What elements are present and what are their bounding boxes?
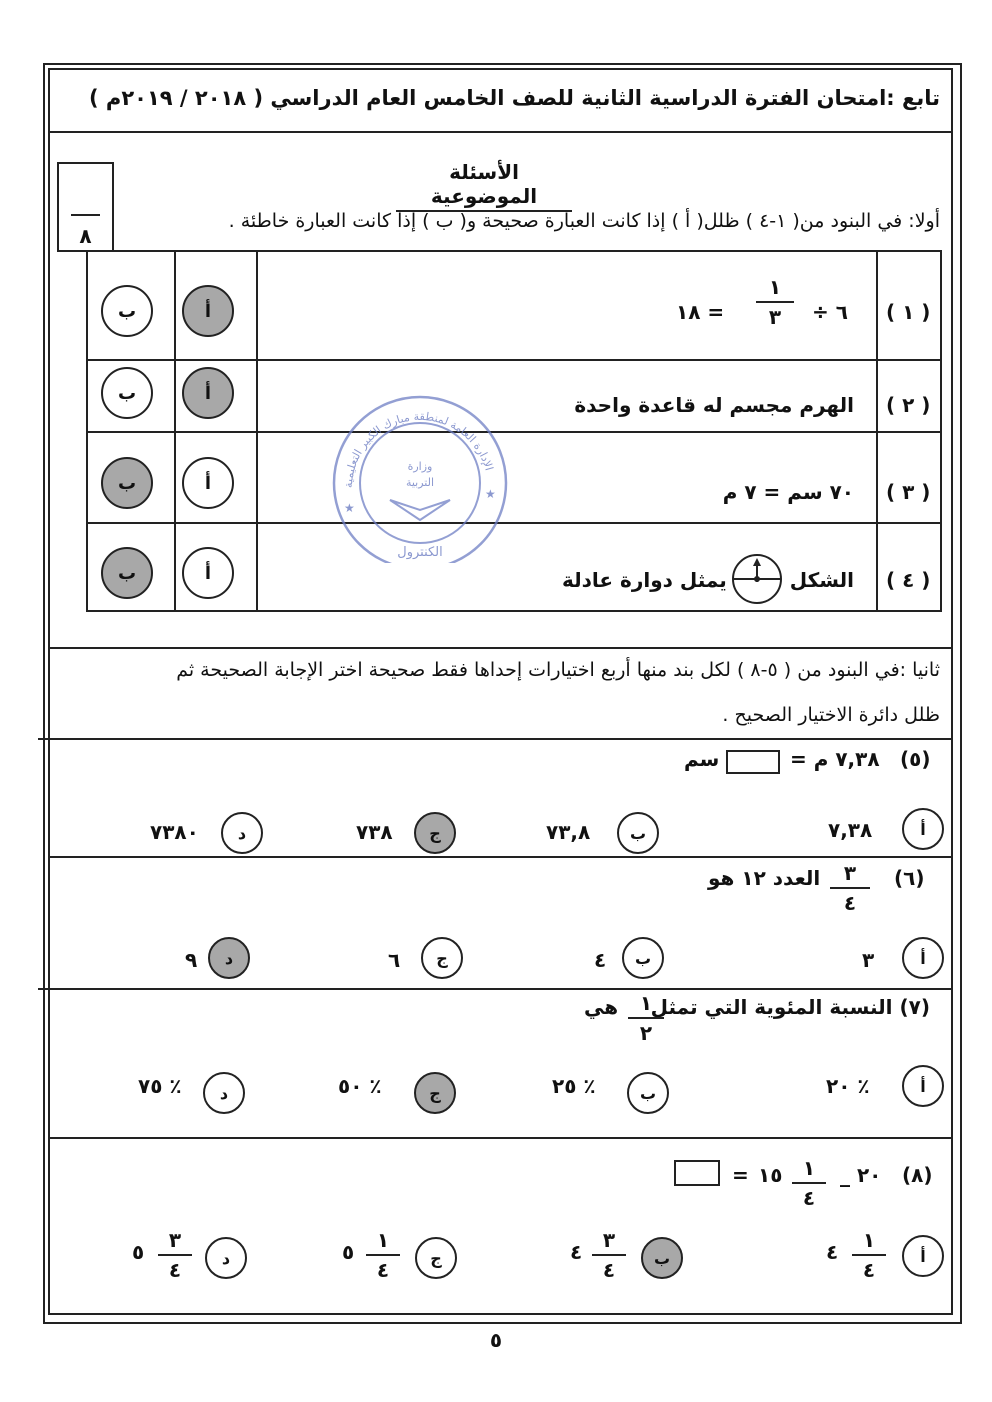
item-4-text-shape: الشكل bbox=[789, 568, 854, 592]
q7-number: (٧) bbox=[899, 995, 930, 1019]
item-3-number: ( ٣ ) bbox=[886, 480, 931, 504]
page-number: ٥ bbox=[489, 1328, 503, 1352]
fraction-denominator: ٣ bbox=[768, 305, 782, 329]
score-line bbox=[71, 214, 100, 216]
fraction-numerator: ١ bbox=[862, 1228, 876, 1252]
fraction-bar bbox=[756, 301, 794, 303]
q6-option-b-value: ٤ bbox=[594, 948, 607, 972]
part1-instruction: أولا: في البنود من( ١-٤ ) ظلل( أ ) إذا كانت العبارة صحيحة و( ب ) إذا كانت العبارة خاطئة . bbox=[228, 210, 940, 232]
q8-option-a-fraction bbox=[852, 1229, 886, 1281]
q7-option-b-value: ٪ ٢٥ bbox=[552, 1074, 596, 1098]
score-max: ٨ bbox=[79, 224, 92, 248]
q8-option-b-whole: ٤ bbox=[570, 1240, 583, 1264]
q8-fraction bbox=[792, 1157, 826, 1209]
q8-option-a[interactable]: أ bbox=[902, 1235, 944, 1277]
q8-option-d-fraction bbox=[158, 1229, 192, 1281]
fraction-denominator: ٤ bbox=[802, 1186, 816, 1210]
q8-answer-box[interactable] bbox=[674, 1160, 720, 1186]
q5-text: ٧,٣٨ م = bbox=[790, 747, 880, 771]
fraction-numerator: ١ bbox=[802, 1156, 816, 1180]
item-1-number: ( ١ ) bbox=[886, 300, 931, 324]
part2-instruction-line2: ظلل دائرة الاختيار الصحيح . bbox=[722, 704, 940, 726]
item-1-lhs: ٦ ÷ bbox=[812, 300, 848, 324]
divider bbox=[48, 647, 953, 649]
fraction-numerator: ١ bbox=[639, 991, 653, 1015]
fraction-bar bbox=[852, 1254, 886, 1256]
item-2-number: ( ٢ ) bbox=[886, 393, 931, 417]
fraction-denominator: ٤ bbox=[843, 891, 857, 915]
fraction-denominator: ٤ bbox=[168, 1258, 182, 1282]
q5-number: (٥) bbox=[900, 747, 931, 771]
item-4-number: ( ٤ ) bbox=[886, 568, 931, 592]
q5-option-b-value: ٧٣,٨ bbox=[546, 820, 591, 844]
part2-instruction-line1: ثانيا :في البنود من ( ٥-٨ ) لكل بند منها أربع اختيارات إحداها فقط صحيحة اختر الإجابة الصحيحة ثم bbox=[176, 659, 940, 681]
q7-option-a[interactable]: أ bbox=[902, 1065, 944, 1107]
q7-text-end: هي bbox=[584, 995, 619, 1019]
item-4-option-a[interactable]: أ bbox=[182, 547, 234, 599]
fraction-bar bbox=[592, 1254, 626, 1256]
fraction-bar bbox=[366, 1254, 400, 1256]
fraction-bar bbox=[792, 1182, 826, 1184]
row-divider bbox=[88, 522, 940, 524]
stamp-center-top: وزارة bbox=[407, 460, 433, 473]
q8-number: (٨) bbox=[902, 1163, 933, 1187]
stamp-star-icon: ★ bbox=[344, 501, 355, 515]
fraction-numerator: ٣ bbox=[602, 1228, 616, 1252]
q6-fraction bbox=[830, 862, 870, 914]
stamp-bottom-text: الكنترول bbox=[397, 545, 443, 560]
item-1-option-b[interactable]: ب bbox=[101, 285, 153, 337]
q8-option-d[interactable]: د bbox=[205, 1237, 247, 1279]
q6-option-a[interactable]: أ bbox=[902, 937, 944, 979]
q6-option-c-value: ٦ bbox=[388, 948, 401, 972]
q8-whole: ١٥ bbox=[758, 1163, 783, 1187]
q5-option-c-value: ٧٣٨ bbox=[356, 820, 393, 844]
q6-option-d-value: ٩ bbox=[185, 948, 198, 972]
q7-option-c[interactable]: ج bbox=[414, 1072, 456, 1114]
divider bbox=[48, 738, 953, 740]
item-3-statement: ٧٠ سم = ٧ م bbox=[722, 480, 854, 504]
item-2-statement: الهرم مجسم له قاعدة واحدة bbox=[574, 393, 854, 417]
q7-option-a-value: ٪ ٢٠ bbox=[826, 1074, 870, 1098]
q7-fraction bbox=[628, 992, 664, 1044]
q6-option-d[interactable]: د bbox=[208, 937, 250, 979]
fraction-numerator: ٣ bbox=[168, 1228, 182, 1252]
fraction-numerator: ١ bbox=[376, 1228, 390, 1252]
q8-text: ٢٠ _ bbox=[840, 1163, 882, 1187]
fair-spinner-icon bbox=[730, 552, 784, 606]
item-3-option-b[interactable]: ب bbox=[101, 457, 153, 509]
exam-title: تابع :امتحان الفترة الدراسية الثانية للصف الخامس العام الدراسي ( ٢٠١٨ / ٢٠١٩م ) bbox=[89, 86, 940, 110]
fraction-numerator: ١ bbox=[768, 275, 782, 299]
fraction-denominator: ٤ bbox=[862, 1258, 876, 1282]
q8-equals: = bbox=[732, 1163, 749, 1187]
q7-statement: النسبة المئوية التي تمثل bbox=[650, 995, 893, 1019]
q5-answer-box[interactable] bbox=[726, 750, 780, 774]
q7-option-b[interactable]: ب bbox=[627, 1072, 669, 1114]
fraction-denominator: ٢ bbox=[639, 1021, 653, 1045]
divider bbox=[48, 988, 953, 990]
q5-option-b[interactable]: ب bbox=[617, 812, 659, 854]
divider bbox=[48, 856, 953, 858]
fraction-denominator: ٤ bbox=[376, 1258, 390, 1282]
q5-option-a[interactable]: أ bbox=[902, 808, 944, 850]
q8-option-c-fraction bbox=[366, 1229, 400, 1281]
stamp-ring-text: الإدارة العامة لمنطقة مبارك الكبير التعليمية bbox=[341, 409, 496, 489]
stamp-center-bottom: التربية bbox=[405, 476, 435, 489]
q6-option-a-value: ٣ bbox=[862, 948, 875, 972]
q5-option-d-value: ٧٣٨٠ bbox=[150, 820, 199, 844]
row-divider bbox=[88, 431, 940, 433]
q6-number: (٦) bbox=[894, 866, 925, 890]
score-box bbox=[57, 162, 114, 252]
q8-option-c[interactable]: ج bbox=[415, 1237, 457, 1279]
q8-option-c-whole: ٥ bbox=[342, 1240, 355, 1264]
q5-option-a-value: ٧,٣٨ bbox=[828, 818, 873, 842]
fraction-denominator: ٤ bbox=[602, 1258, 616, 1282]
section-heading: الأسئلة الموضوعية bbox=[396, 160, 572, 212]
item-1-option-a[interactable]: أ bbox=[182, 285, 234, 337]
item-2-option-a[interactable]: أ bbox=[182, 367, 234, 419]
item-3-option-a[interactable]: أ bbox=[182, 457, 234, 509]
q8-option-b[interactable]: ب bbox=[641, 1237, 683, 1279]
q8-option-d-whole: ٥ bbox=[132, 1240, 145, 1264]
q7-option-d-value: ٪ ٧٥ bbox=[138, 1074, 182, 1098]
q7-text bbox=[651, 995, 930, 1019]
q6-text: العدد ١٢ هو bbox=[708, 866, 821, 890]
item-2-option-b[interactable]: ب bbox=[101, 367, 153, 419]
item-1-fraction bbox=[756, 276, 794, 328]
row-divider bbox=[88, 359, 940, 361]
fraction-bar bbox=[628, 1017, 664, 1019]
item-4-text-fair: يمثل دوارة عادلة bbox=[562, 568, 727, 592]
fraction-numerator: ٣ bbox=[843, 861, 857, 885]
q8-option-a-whole: ٤ bbox=[826, 1240, 839, 1264]
q5-option-c[interactable]: ج bbox=[414, 812, 456, 854]
q6-option-c[interactable]: ج bbox=[421, 937, 463, 979]
stamp-star-icon: ★ bbox=[485, 487, 496, 501]
q8-option-b-fraction bbox=[592, 1229, 626, 1281]
q6-option-b[interactable]: ب bbox=[622, 937, 664, 979]
q7-option-c-value: ٪ ٥٠ bbox=[338, 1074, 382, 1098]
q5-unit: سم bbox=[684, 747, 720, 771]
official-stamp bbox=[330, 388, 510, 563]
q7-option-d[interactable]: د bbox=[203, 1072, 245, 1114]
item-4-option-b[interactable]: ب bbox=[101, 547, 153, 599]
item-1-rhs: = ١٨ bbox=[676, 300, 725, 324]
fraction-bar bbox=[158, 1254, 192, 1256]
fraction-bar bbox=[830, 887, 870, 889]
divider bbox=[48, 1137, 953, 1139]
divider bbox=[48, 131, 953, 133]
q5-option-d[interactable]: د bbox=[221, 812, 263, 854]
